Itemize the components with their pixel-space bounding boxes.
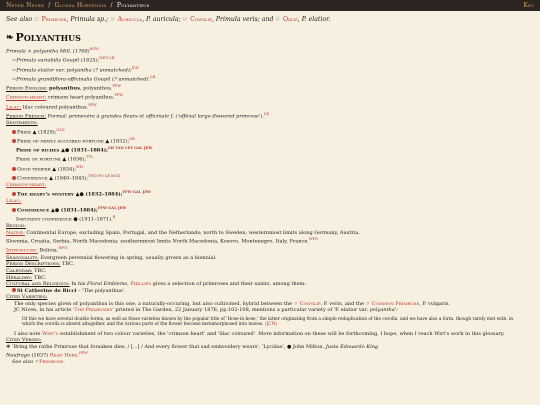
page-title bbox=[6, 31, 534, 44]
sentiment-row: Pride of newly acquired fortune ▲ (1832);$^{SH}$ bbox=[6, 136, 534, 145]
saint-row: St Catherine de Ricci – 'The polyanthus'. bbox=[6, 288, 534, 295]
synonym-line: Primula × polyantha Mill. $(1768)^{WFO}$ bbox=[6, 47, 99, 55]
sentiment-dot-icon bbox=[12, 192, 16, 196]
breadcrumb-glossa-hortensia[interactable]: Glossa Hortensia bbox=[54, 2, 107, 9]
sentiment-row: Confidence ▲● (1831–1884);$^{FFW GAL JEW}$ bbox=[6, 205, 534, 214]
breadcrumb-current-page: Polyanthus bbox=[116, 2, 150, 9]
link-cowslip-inline[interactable]: Cowslip bbox=[299, 300, 321, 307]
breadcrumb-separator: / bbox=[48, 2, 51, 9]
breadcrumb-separator: / bbox=[110, 2, 113, 9]
synonym-line: =Primula variabilis Goupil (1825);$^{WFO LB}$ bbox=[12, 56, 115, 64]
pointing-hand-icon: ☞ bbox=[110, 16, 116, 23]
link-primrose[interactable]: Primrose bbox=[41, 16, 67, 23]
sentiment-dot-icon bbox=[12, 139, 16, 143]
breadcrumb bbox=[6, 0, 150, 11]
key-link[interactable]: Key bbox=[523, 2, 534, 9]
crimson-heart-subheading: Crimson-heart: bbox=[6, 182, 47, 189]
top-navigation-bar bbox=[0, 0, 540, 11]
see-also-text: , P. auricula; bbox=[142, 16, 181, 23]
see-also-text: , P. elatior. bbox=[297, 16, 331, 23]
cultural-religious-row: Cultural and Religious: In his Floral Emblems, Phillips gives a selection of primroses and their saints, among them: bbox=[6, 281, 307, 288]
sentiment-dot-icon bbox=[12, 208, 16, 212]
sentiment-row: Impudent confidence ● (1911–1871).$^B$ bbox=[16, 214, 116, 223]
niven-paragraph: JC Niven, in his article 'The Primroses' printed in The Garden, 22 January 1876, pp.102-108, mentions a particular variety of 'P. elatior var. polyantha': bbox=[14, 307, 398, 314]
see-also-label: See also bbox=[6, 16, 33, 23]
page-title-text: Polyanthus bbox=[15, 31, 81, 44]
introduced-row: Introduced: Bolivia.$^{WFO}$ bbox=[6, 246, 68, 255]
synonym-line: =Primula grandiflora-officinalis Goupil (? unmatched).$^{LB}$ bbox=[12, 74, 156, 83]
link-common-primrose[interactable]: Common Primrose bbox=[371, 300, 420, 307]
sentiment-row: Pride of riches ▲● (1831–1884);$^{SH VAN LEY GAL JEW}$ bbox=[16, 146, 153, 154]
see-also-line bbox=[6, 16, 534, 23]
heraldry-row: Heraldry: TBC. bbox=[6, 274, 47, 281]
native-row: Native: Continental Europe, excluding Spain, Portugal, and the Netherlands; north to Sweden; westernmost limits along Germany, Austria, bbox=[6, 229, 360, 236]
synonym-line: =Primula elatior var. polyantha (? unmatched);$^{JCN}$ bbox=[12, 65, 139, 74]
link-cowslip[interactable]: Cowslip bbox=[190, 16, 212, 23]
cited-verses-heading: Cited Verses: bbox=[6, 336, 42, 343]
see-also-text: , Primula veris; and bbox=[211, 16, 274, 23]
block-quote: Of this we have several double forms, as well as those varieties known by the popular title of 'Hose-in-hose,' the latter originating from a simple reduplication of the corolla, and we have also a form, though rarely met with, in which the corolla is absent altogether, and the various parts of the flower become metamorphosed into leaves. (JCN) bbox=[22, 316, 514, 328]
native-row-continued: Slovenia, Croatia, Serbia, North Macedonia; southernmost limits North Macedonia, Kosovo, Montenegro, Italy, France.$^{WFO}$ bbox=[6, 237, 319, 245]
cited-varieties-paragraph: The only species given of polyanthus is this one, a naturally-occuring, but also cultivated, hybrid between the ☞ Cowslip, P. veris, and the ☞ Common Primrose, P. vulgaris. bbox=[14, 300, 451, 307]
calendar-row: Calendar: TBC. bbox=[6, 267, 47, 274]
link-oxlip[interactable]: Oxlip bbox=[282, 16, 298, 23]
see-also-text: , Primula sp.; bbox=[66, 16, 109, 23]
sentiment-row: Pride of fortune ▲ (1836);$^{TTL}$ bbox=[16, 155, 94, 163]
saint-dot-icon bbox=[12, 288, 16, 292]
link-primrose-footer[interactable]: Primrose. bbox=[39, 359, 65, 366]
sentiment-row: Confidence ▲ (1840–1843);$^{TWD PO LB MCK}$ bbox=[6, 173, 534, 182]
sentiment-dot-icon bbox=[12, 167, 16, 171]
period-english-row: Period English: polyanthus, polyanthos.$^{FFW}$ bbox=[6, 84, 122, 92]
link-the-primroses[interactable]: 'The Primroses' bbox=[72, 307, 114, 314]
sentiment-dot-icon bbox=[12, 176, 16, 180]
link-auricula[interactable]: Auricula bbox=[117, 16, 143, 23]
period-french-row: Period French: Formal: primevère à grandes fleurs et officinale f. ('official large-flowered primrose').$^{LB}$ bbox=[6, 111, 269, 120]
link-phillips[interactable]: Phillips bbox=[130, 281, 152, 288]
verse-line-continued: Naufrago (1637) Read Here;$^{FFW}$ bbox=[6, 351, 88, 359]
seasonality-row: Seasonality: Evergreen perennial flowering in spring, usually grown as a biennial. bbox=[6, 254, 217, 261]
pointing-hand-icon: ☞ bbox=[275, 16, 281, 23]
see-also-footer: See also ☞Primrose. bbox=[12, 359, 65, 366]
cited-varieties-heading: Cited Varieties: bbox=[6, 294, 48, 301]
pointing-hand-icon: ☞ bbox=[365, 300, 371, 307]
link-wirt[interactable]: Wirt's bbox=[42, 330, 59, 337]
fleuron-icon: ❧ bbox=[6, 32, 14, 43]
period-descriptions-row: Period Descriptions: TBC. bbox=[6, 261, 75, 268]
lilac-row: Lilac: lilac coloured polyanthus.$^{FFW}$ bbox=[6, 102, 97, 111]
breadcrumb-never-never[interactable]: Never Never bbox=[6, 2, 45, 9]
wirt-paragraph: I also note Wirt's establishment of two colour varieties, the 'crimson heart' and 'lilac coloured'. More information on these will be forthcoming, I hope, when I reach Wirt's work in this glossary. bbox=[14, 330, 505, 337]
crimson-heart-row: Crimson-heart: crimson heart polyanthus.$^{FFW}$ bbox=[6, 93, 124, 101]
main-content bbox=[0, 11, 540, 366]
sentiment-row: Pride ▲ (1829);$^{OLD}$ bbox=[6, 127, 534, 136]
pointing-hand-icon: ☞ bbox=[34, 16, 40, 23]
sentiment-row: Good temper ▲ (1834);$^{WH}$ bbox=[6, 164, 534, 173]
link-read-here[interactable]: Read Here; bbox=[49, 352, 80, 359]
pointing-hand-icon: ☞ bbox=[293, 300, 299, 307]
pointing-hand-icon: ☞ bbox=[34, 359, 40, 366]
verse-line: ❖ 'Bring the rathe Primrose that forsaken dies. / [...] / And every flower that sad embroidery wears', 'Lycidas', ● John Milton, Justa Edouardo King bbox=[6, 343, 379, 350]
sentiment-row: The heart's mystery ▲● (1832–1884);$^{FFW GAL JEW}$ bbox=[6, 189, 534, 198]
sentiments-heading: Sentiments: bbox=[6, 120, 38, 126]
region-heading: Region: bbox=[6, 223, 26, 230]
lilac-subheading: Lilac: bbox=[6, 197, 22, 204]
pointing-hand-icon: ☞ bbox=[182, 16, 189, 23]
sentiment-dot-icon bbox=[12, 130, 16, 134]
